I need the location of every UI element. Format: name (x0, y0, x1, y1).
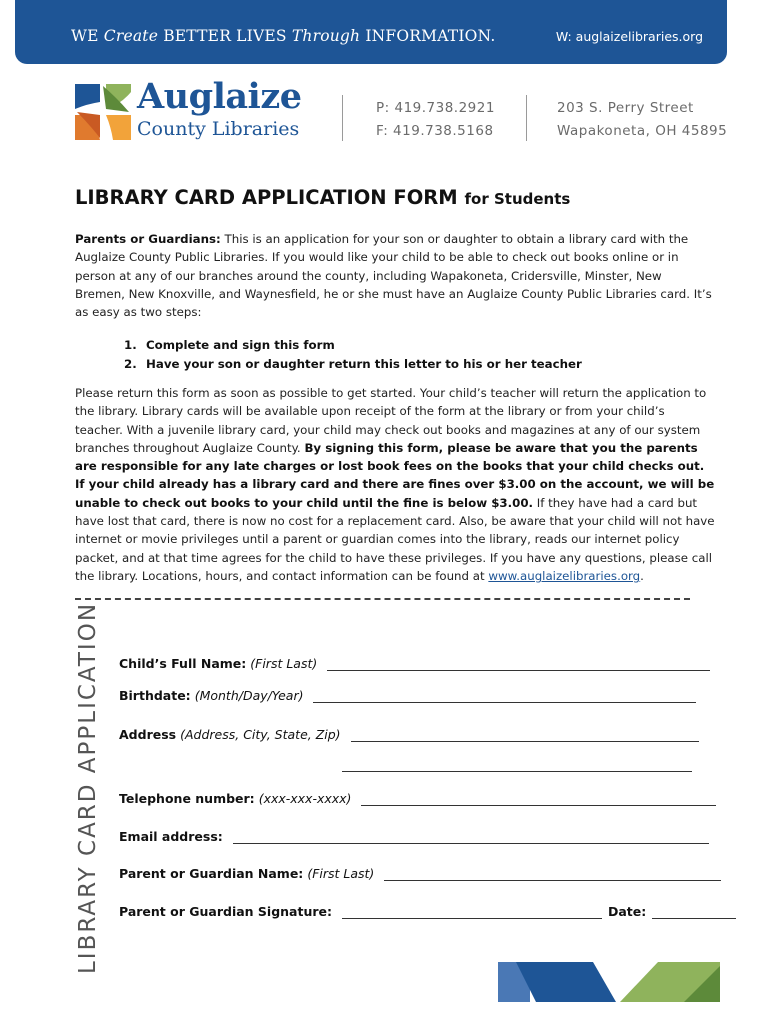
intro-lead: Parents or Guardians: (75, 232, 221, 246)
city-state-zip: Wapakoneta, OH 45895 (557, 123, 728, 139)
address-input[interactable] (351, 727, 699, 742)
divider-left (342, 95, 343, 141)
address-block (557, 97, 727, 143)
step-1: 1. Complete and sign this form (124, 338, 335, 352)
birthdate-field[interactable]: Birthdate: (Month/Day/Year) (119, 688, 696, 703)
street-address: 203 S. Perry Street (557, 100, 694, 116)
telephone-field[interactable]: Telephone number: (xxx-xxx-xxxx) (119, 791, 716, 806)
steps-list (124, 336, 582, 373)
phone-fax-block (376, 97, 495, 143)
logo-subtitle: County Libraries (137, 118, 300, 140)
header-banner (15, 0, 727, 64)
step-2: 2. Have your son or daughter return this letter to his or her teacher (124, 356, 582, 371)
banner-website: W: auglaizelibraries.org (555, 29, 703, 44)
email-input[interactable] (233, 829, 709, 844)
date-input[interactable] (652, 904, 736, 919)
library-logo-icon (73, 82, 133, 142)
phone-number: P: 419.738.2921 (376, 100, 495, 116)
fax-number: F: 419.738.5168 (376, 123, 494, 139)
website-link[interactable]: www.auglaizelibraries.org (488, 568, 641, 583)
footer-decoration (498, 962, 720, 1002)
address-field[interactable]: Address (Address, City, State, Zip) (119, 727, 699, 742)
intro-paragraph: Parents or Guardians: This is an application for your son or daughter to obtain a library card with the Auglaize County Public Libraries. If you would like your child to be able to check out books online or in person at any of our branches around the county, including Wapakoneta, Cridersville, Minster, New Bremen, New Knoxville, and Waynesfield, he or she must have an Auglaize County Public Libraries card. It’s as easy as two steps: (75, 232, 712, 320)
divider-right (526, 95, 527, 141)
date-label: Date: (608, 904, 647, 919)
body-paragraph: Please return this form as soon as possible to get started. Your child’s teacher will return the application to the library. Library cards will be available upon receipt of the form at the library or from your child’s teacher. With a juvenile library card, your child may check out books and magazines at any of our system branches throughout Auglaize County. By signing this form, please be aware that you the parents are responsible for any late charges or lost book fees on the books that your child checks out. If your child already has a library card and there are fines over $3.00 on the account, we will be unable to check out books to your child until the fine is below $3.00. If they have had a card but have lost that card, there is now no cost for a replacement card. Also, be aware that your child will not have internet or movie privileges until a parent or guardian comes into the library, reads our internet policy packet, and at that time agrees for the child to have these privileges. If you have any questions, please call the library. Locations, hours, and contact information can be found at www.auglaizelibraries.org. (75, 386, 715, 583)
banner-tagline: WE Create BETTER LIVES Through INFORMATION. (71, 27, 496, 45)
guardian-name-input[interactable] (384, 866, 721, 881)
signature-field[interactable]: Parent or Guardian Signature: Date: (119, 904, 736, 919)
telephone-input[interactable] (361, 791, 716, 806)
email-field[interactable]: Email address: (119, 829, 709, 844)
cut-line (75, 598, 690, 600)
child-name-input[interactable] (327, 656, 710, 671)
guardian-name-field[interactable]: Parent or Guardian Name: (First Last) (119, 866, 721, 881)
address-input-line2[interactable] (342, 771, 692, 772)
side-label: LIBRARY CARD APPLICATION (75, 601, 101, 975)
signature-input[interactable] (342, 904, 602, 919)
birthdate-input[interactable] (313, 688, 696, 703)
child-name-field[interactable]: Child’s Full Name: (First Last) (119, 656, 710, 671)
page-title: LIBRARY CARD APPLICATION FORM for Students (75, 186, 571, 209)
logo-title: Auglaize (137, 76, 302, 117)
